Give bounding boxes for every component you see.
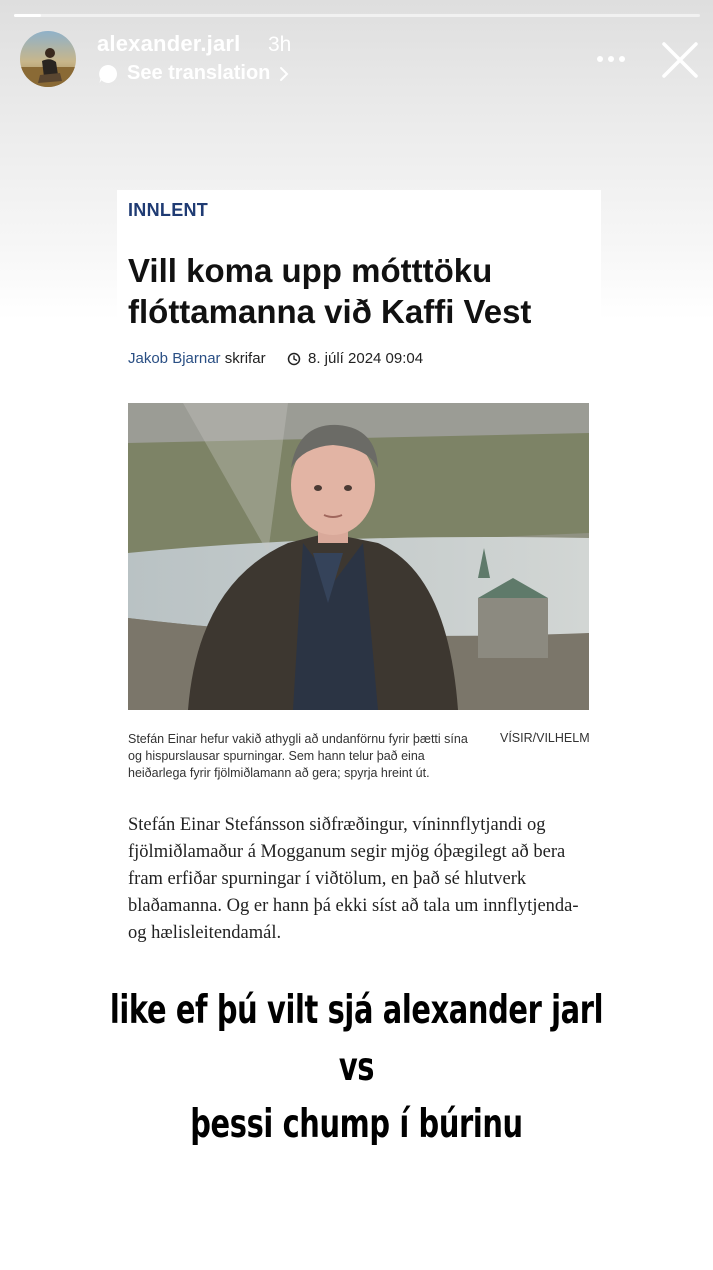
story-text-overlay <box>93 982 621 1153</box>
article-headline: Vill koma upp mótttöku flóttamanna við Kaffi Vest <box>128 252 532 330</box>
article-author-suffix: skrifar <box>224 350 266 367</box>
article-photo <box>128 403 589 710</box>
photo-credit: VÍSIR/VILHELM <box>500 731 590 745</box>
see-translation-label: See translation <box>127 62 271 84</box>
story-progress-bar <box>14 14 700 17</box>
translate-bubble-icon <box>97 63 119 85</box>
chevron-right-icon <box>278 65 290 83</box>
clock-icon <box>287 352 301 366</box>
article-author: Jakob Bjarnar <box>128 350 221 367</box>
story-username[interactable]: alexander.jarl <box>97 31 241 56</box>
article-body: Stefán Einar Stefánsson siðfræðingur, víninnflytjandi og fjölmiðlamaður á Mogganum segir mjög óþægilegt að bera fram erfiðar spurningar í viðtölum, en það sé hlutverk blaðamanna. Og er hann þá ekki síst að tala um innflytjenda- og hælisleitendamál. <box>128 815 579 943</box>
photo-caption: Stefán Einar hefur vakið athygli að undanförnu fyrir þætti sína og hispurslausar spurningar. Sem hann telur það eina heiðarlega fyrir fjölmiðlamann að gera; spyrja hreint út. <box>128 732 468 780</box>
article-category: INNLENT <box>128 200 209 220</box>
avatar[interactable] <box>20 31 76 87</box>
more-options-button[interactable] <box>595 52 627 64</box>
article-date <box>287 350 423 367</box>
story-progress-fill <box>14 14 41 17</box>
article-byline <box>128 350 266 367</box>
close-button[interactable] <box>660 40 700 80</box>
overlay-line-2: þessi chump í búrinu <box>190 1102 523 1147</box>
more-horizontal-icon <box>595 53 627 65</box>
close-icon <box>660 40 700 80</box>
overlay-line-1: like ef þú vilt sjá alexander jarl vs <box>109 988 604 1090</box>
story-timestamp: 3h <box>268 33 292 56</box>
see-translation-button[interactable] <box>97 62 290 85</box>
article-date-text: 8. júlí 2024 09:04 <box>308 350 424 367</box>
